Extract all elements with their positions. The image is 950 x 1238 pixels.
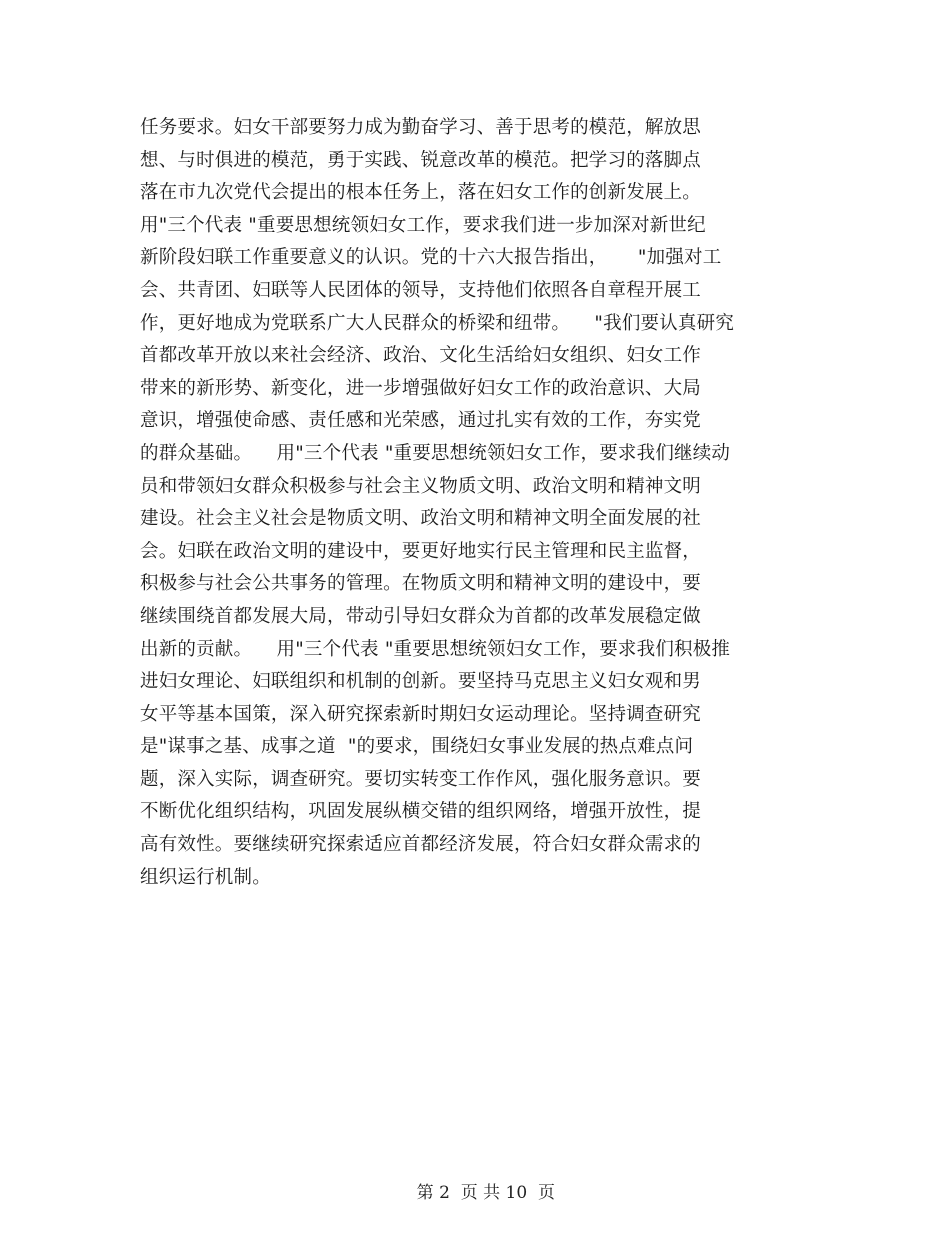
text-line: 出新的贡献。 用"三个代表 "重要思想统领妇女工作，要求我们积极推 (140, 638, 731, 660)
text-line: 意识，增强使命感、责任感和光荣感，通过扎实有效的工作，夯实党 (140, 410, 702, 432)
text-line: 的群众基础。 用"三个代表 "重要思想统领妇女工作，要求我们继续动 (140, 442, 731, 464)
text-line: 不断优化组织结构，巩固发展纵横交错的组织网络，增强开放性，提 (140, 801, 702, 823)
text-line: 员和带领妇女群众积极参与社会主义物质文明、政治文明和精神文明 (140, 475, 702, 497)
body-text (140, 112, 820, 894)
text-line: 想、与时俱进的模范，勇于实践、锐意改革的模范。把学习的落脚点 (140, 149, 702, 171)
text-line: 题，深入实际，调查研究。要切实转变工作作风，强化服务意识。要 (140, 768, 702, 790)
text-line: 带来的新形势、新变化，进一步增强做好妇女工作的政治意识、大局 (140, 377, 702, 399)
text-line: 首都改革开放以来社会经济、政治、文化生活给妇女组织、妇女工作 (140, 345, 702, 367)
text-line: 是"谋事之基、成事之道 "的要求，围绕妇女事业发展的热点难点问 (140, 736, 694, 758)
text-line: 组织运行机制。 (140, 866, 271, 888)
text-line: 高有效性。要继续研究探索适应首都经济发展，符合妇女群众需求的 (140, 834, 702, 856)
text-line: 任务要求。妇女干部要努力成为勤奋学习、善于思考的模范，解放思 (140, 117, 702, 138)
text-line: 新阶段妇联工作重要意义的认识。党的十六大报告指出， "加强对工 (140, 247, 722, 269)
text-line: 用"三个代表 "重要思想统领妇女工作，要求我们进一步加深对新世纪 (140, 214, 706, 236)
text-line: 建设。社会主义社会是物质文明、政治文明和精神文明全面发展的社 (140, 508, 702, 530)
text-line: 会、共青团、妇联等人民团体的领导，支持他们依照各自章程开展工 (140, 279, 702, 301)
page-footer (0, 1148, 950, 1238)
text-line: 作，更好地成为党联系广大人民群众的桥梁和纽带。 "我们要认真研究 (140, 312, 735, 334)
text-line: 女平等基本国策，深入研究探索新时期妇女运动理论。坚持调查研究 (140, 703, 702, 725)
page-number-label: 第 2 页 共 10 页 (416, 1183, 555, 1203)
text-line: 会。妇联在政治文明的建设中，要更好地实行民主管理和民主监督， (140, 540, 702, 562)
text-line: 积极参与社会公共事务的管理。在物质文明和精神文明的建设中，要 (140, 573, 702, 595)
text-line: 落在市九次党代会提出的根本任务上，落在妇女工作的创新发展上。 (140, 182, 702, 204)
text-line: 继续围绕首都发展大局，带动引导妇女群众为首都的改革发展稳定做 (140, 605, 702, 627)
text-line: 进妇女理论、妇联组织和机制的创新。要坚持马克思主义妇女观和男 (140, 671, 702, 693)
